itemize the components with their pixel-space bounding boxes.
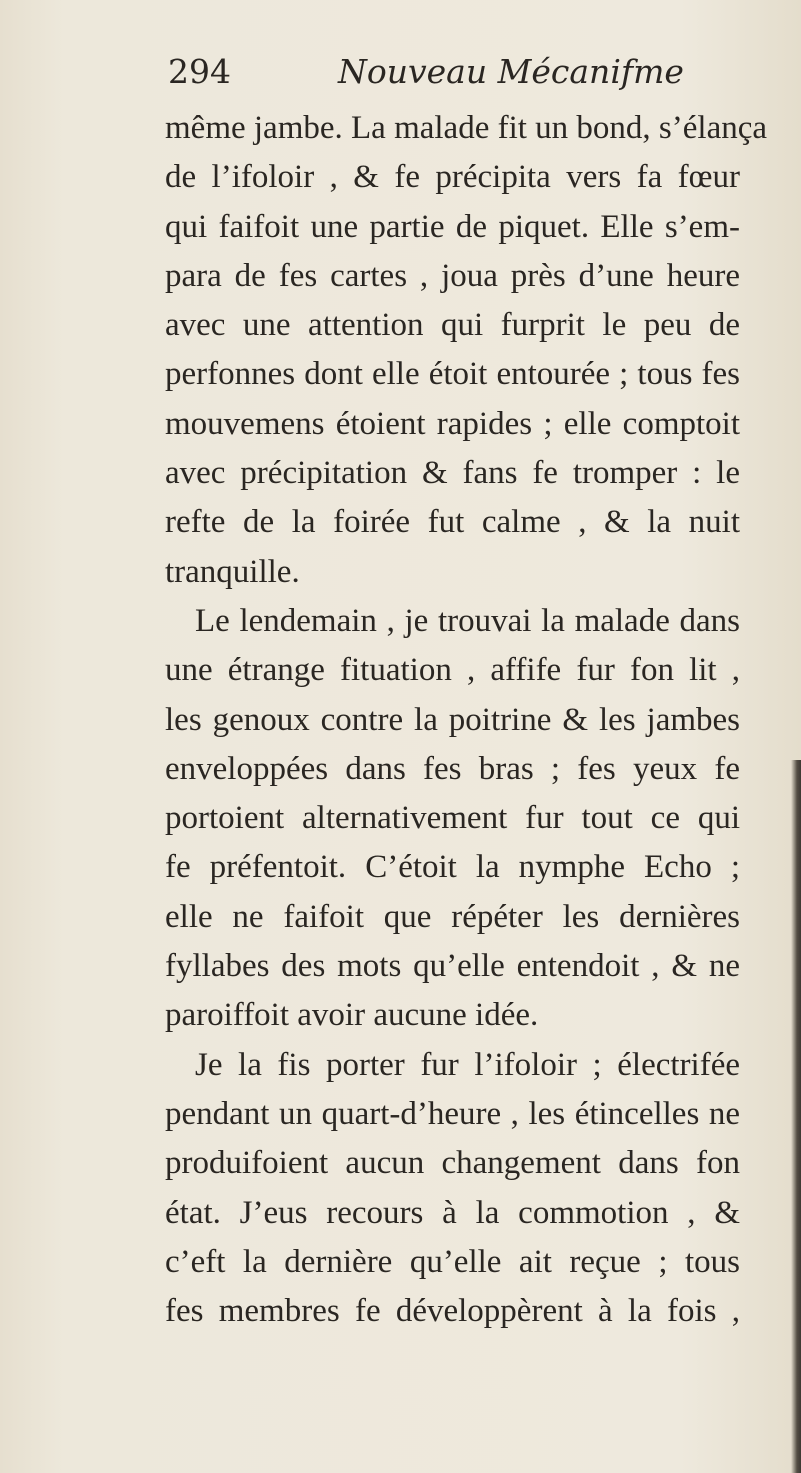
text-line: portoient alternativement fur tout ce qui xyxy=(165,800,740,837)
text-line: les genoux contre la poitrine & les jambes xyxy=(165,701,740,738)
text-line: une étrange fituation , affife fur fon lit , xyxy=(165,652,740,689)
text-line: paroiffoit avoir aucune idée. xyxy=(165,997,539,1034)
text-line: enveloppées dans fes bras ; fes yeux fe xyxy=(165,750,740,787)
text-line: Le lendemain , je trouvai la malade dans xyxy=(195,602,740,639)
text-line: elle ne faifoit que répéter les dernières xyxy=(165,898,740,935)
text-line: perfonnes dont elle étoit entourée ; tous fes xyxy=(165,356,740,393)
text-line: refte de la foirée fut calme , & la nuit xyxy=(165,504,740,541)
text-line: para de fes cartes , joua près d’une heure xyxy=(165,257,740,294)
text-line: pendant un quart-d’heure , les étincelles ne xyxy=(165,1095,740,1132)
text-line: qui faifoit une partie de piquet. Elle s’em- xyxy=(165,208,740,245)
text-line: fe préfentoit. C’étoit la nymphe Echo ; xyxy=(165,849,740,886)
page-edge-shadow xyxy=(791,760,801,1473)
running-title: Nouveau Mécanifme xyxy=(338,52,684,91)
page-header xyxy=(168,42,688,102)
text-line: état. J’eus recours à la commotion , & xyxy=(165,1194,740,1231)
text-line: même jambe. La malade fit un bond, s’élança xyxy=(165,110,768,146)
text-line: produifoient aucun changement dans fon xyxy=(165,1145,740,1182)
text-line: Je la fis porter fur l’ifoloir ; électrifée xyxy=(195,1046,740,1083)
text-line: tranquille. xyxy=(165,553,300,590)
text-line: fes membres fe développèrent à la fois , xyxy=(165,1293,740,1330)
body-text xyxy=(165,104,768,1336)
text-line: avec précipitation & fans fe tromper : le xyxy=(165,455,740,492)
text-line: avec une attention qui furprit le peu de xyxy=(165,307,740,344)
page-number: 294 xyxy=(168,52,231,91)
text-line: de l’ifoloir , & fe précipita vers fa fœur xyxy=(165,159,740,196)
text-line: c’eft la dernière qu’elle ait reçue ; tous xyxy=(165,1243,740,1280)
text-line: mouvemens étoient rapides ; elle comptoit xyxy=(165,405,740,442)
text-line: fyllabes des mots qu’elle entendoit , & ne xyxy=(165,948,740,985)
